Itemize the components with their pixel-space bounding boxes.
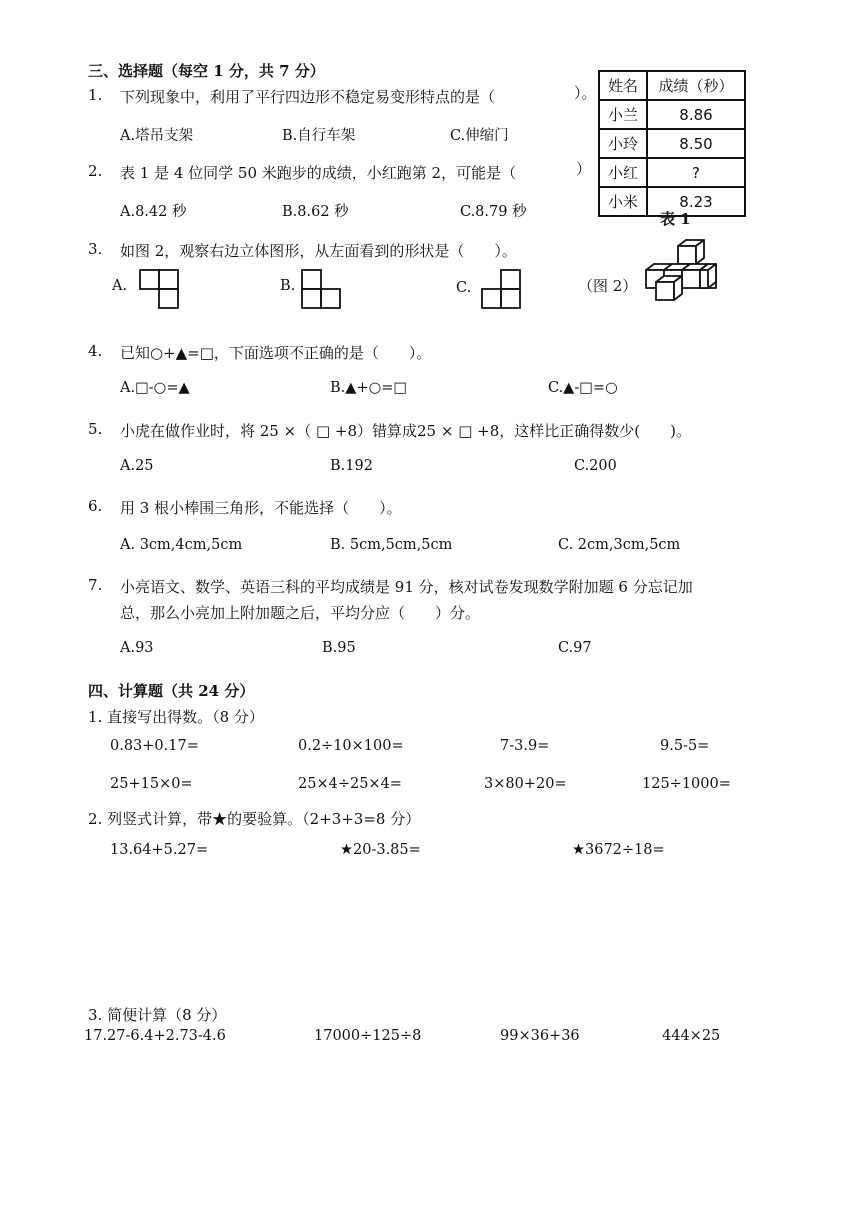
q7-option-a: A.93 [120, 640, 154, 656]
calc-item: 9.5-5= [660, 738, 710, 754]
calc-item: 0.83+0.17= [110, 738, 199, 754]
calc-item: 7-3.9= [500, 738, 550, 754]
table-header-score: 成绩（秒） [647, 71, 745, 100]
question-6-number: 6. [88, 497, 103, 515]
calc-item: 25+15×0= [110, 776, 193, 792]
simplify-calc-item: 99×36+36 [500, 1028, 580, 1044]
question-3-text: 如图 2，观察右边立体图形，从左面看到的形状是（ ）。 [120, 242, 517, 260]
q4-option-b: B.▲+○=□ [330, 380, 408, 396]
question-5-number: 5. [88, 420, 103, 438]
q2-option-b: B.8.62 秒 [282, 204, 349, 220]
q6-option-c: C. 2cm,3cm,5cm [558, 537, 681, 553]
question-7-text-line-1: 小亮语文、数学、英语三科的平均成绩是 91 分，核对试卷发现数学附加题 6 分忘记加 [120, 578, 693, 596]
question-1-number: 1. [88, 86, 103, 104]
question-2-text: 表 1 是 4 位同学 50 米跑步的成绩，小红跑第 2，可能是（ [120, 164, 517, 182]
table-row [599, 158, 745, 187]
vertical-calc-item: ★20-3.85= [340, 842, 421, 858]
simplify-calc-item: 17000÷125÷8 [314, 1028, 422, 1044]
question-4-number: 4. [88, 342, 103, 360]
q1-option-a: A.塔吊支架 [120, 128, 194, 144]
table-cell: 8.86 [647, 100, 745, 129]
section-4-sub3-title: 3. 简便计算（8 分） [88, 1006, 227, 1024]
question-1-close: ）。 [574, 84, 597, 102]
table-cell: 8.23 [647, 187, 745, 216]
question-7-text-line-2: 总，那么小亮加上附加题之后，平均分应（ ）分。 [120, 604, 481, 622]
q5-option-c: C.200 [574, 458, 617, 474]
question-5-text: 小虎在做作业时，将 25 ×（ □ +8）错算成25 × □ +8，这样比正确得数少( )。 [120, 422, 691, 440]
q3-option-b: B. [280, 278, 296, 294]
calc-item: 25×4÷25×4= [298, 776, 402, 792]
question-4-text: 已知○+▲=□，下面选项不正确的是（ ）。 [120, 344, 432, 362]
q3-option-a-shape [138, 268, 180, 312]
table-row [599, 129, 745, 158]
table-1-caption: 表 1 [660, 210, 691, 228]
q3-option-c: C. [456, 280, 472, 296]
vertical-calc-item: 13.64+5.27= [110, 842, 209, 858]
question-2-close: ） [576, 160, 592, 178]
simplify-calc-item: 444×25 [662, 1028, 721, 1044]
q6-option-b: B. 5cm,5cm,5cm [330, 537, 453, 553]
calc-item: 3×80+20= [484, 776, 567, 792]
q1-option-b: B.自行车架 [282, 128, 356, 144]
table-cell: 8.50 [647, 129, 745, 158]
question-3-number: 3. [88, 240, 103, 258]
q7-option-c: C.97 [558, 640, 592, 656]
table-cell: ? [647, 158, 745, 187]
section-3-title: 三、选择题（每空 1 分，共 7 分） [88, 62, 325, 80]
table-header-row [599, 71, 745, 100]
table-row [599, 100, 745, 129]
vertical-calc-item: ★3672÷18= [572, 842, 665, 858]
question-6-text: 用 3 根小棒围三角形，不能选择（ ）。 [120, 499, 402, 517]
q2-option-a: A.8.42 秒 [120, 204, 187, 220]
question-7-number: 7. [88, 576, 103, 594]
q3-option-c-shape [480, 268, 524, 314]
section-4-title: 四、计算题（共 24 分） [88, 682, 255, 700]
q3-option-b-shape [300, 268, 344, 312]
section-4-sub1-title: 1. 直接写出得数。（8 分） [88, 708, 264, 726]
q5-option-b: B.192 [330, 458, 373, 474]
table-cell: 小红 [599, 158, 647, 187]
question-2-number: 2. [88, 162, 103, 180]
section-4-sub2-title: 2. 列竖式计算，带★的要验算。（2+3+3=8 分） [88, 810, 421, 828]
q6-option-a: A. 3cm,4cm,5cm [120, 537, 243, 553]
table-1 [598, 70, 746, 217]
simplify-calc-item: 17.27-6.4+2.73-4.6 [84, 1028, 226, 1044]
table-cell: 小米 [599, 187, 647, 216]
calc-item: 125÷1000= [642, 776, 731, 792]
figure-2-cubes [636, 236, 720, 308]
figure-2-label: （图 2） [578, 277, 638, 295]
calc-item: 0.2÷10×100= [298, 738, 404, 754]
question-1-text: 下列现象中，利用了平行四边形不稳定易变形特点的是（ [120, 88, 496, 106]
q2-option-c: C.8.79 秒 [460, 204, 527, 220]
table-cell: 小玲 [599, 129, 647, 158]
q4-option-a: A.□-○=▲ [120, 380, 190, 396]
q1-option-c: C.伸缩门 [450, 128, 509, 144]
q3-option-a: A. [112, 278, 128, 294]
q5-option-a: A.25 [120, 458, 154, 474]
q7-option-b: B.95 [322, 640, 356, 656]
q4-option-c: C.▲-□=○ [548, 380, 618, 396]
table-cell: 小兰 [599, 100, 647, 129]
table-header-name: 姓名 [599, 71, 647, 100]
